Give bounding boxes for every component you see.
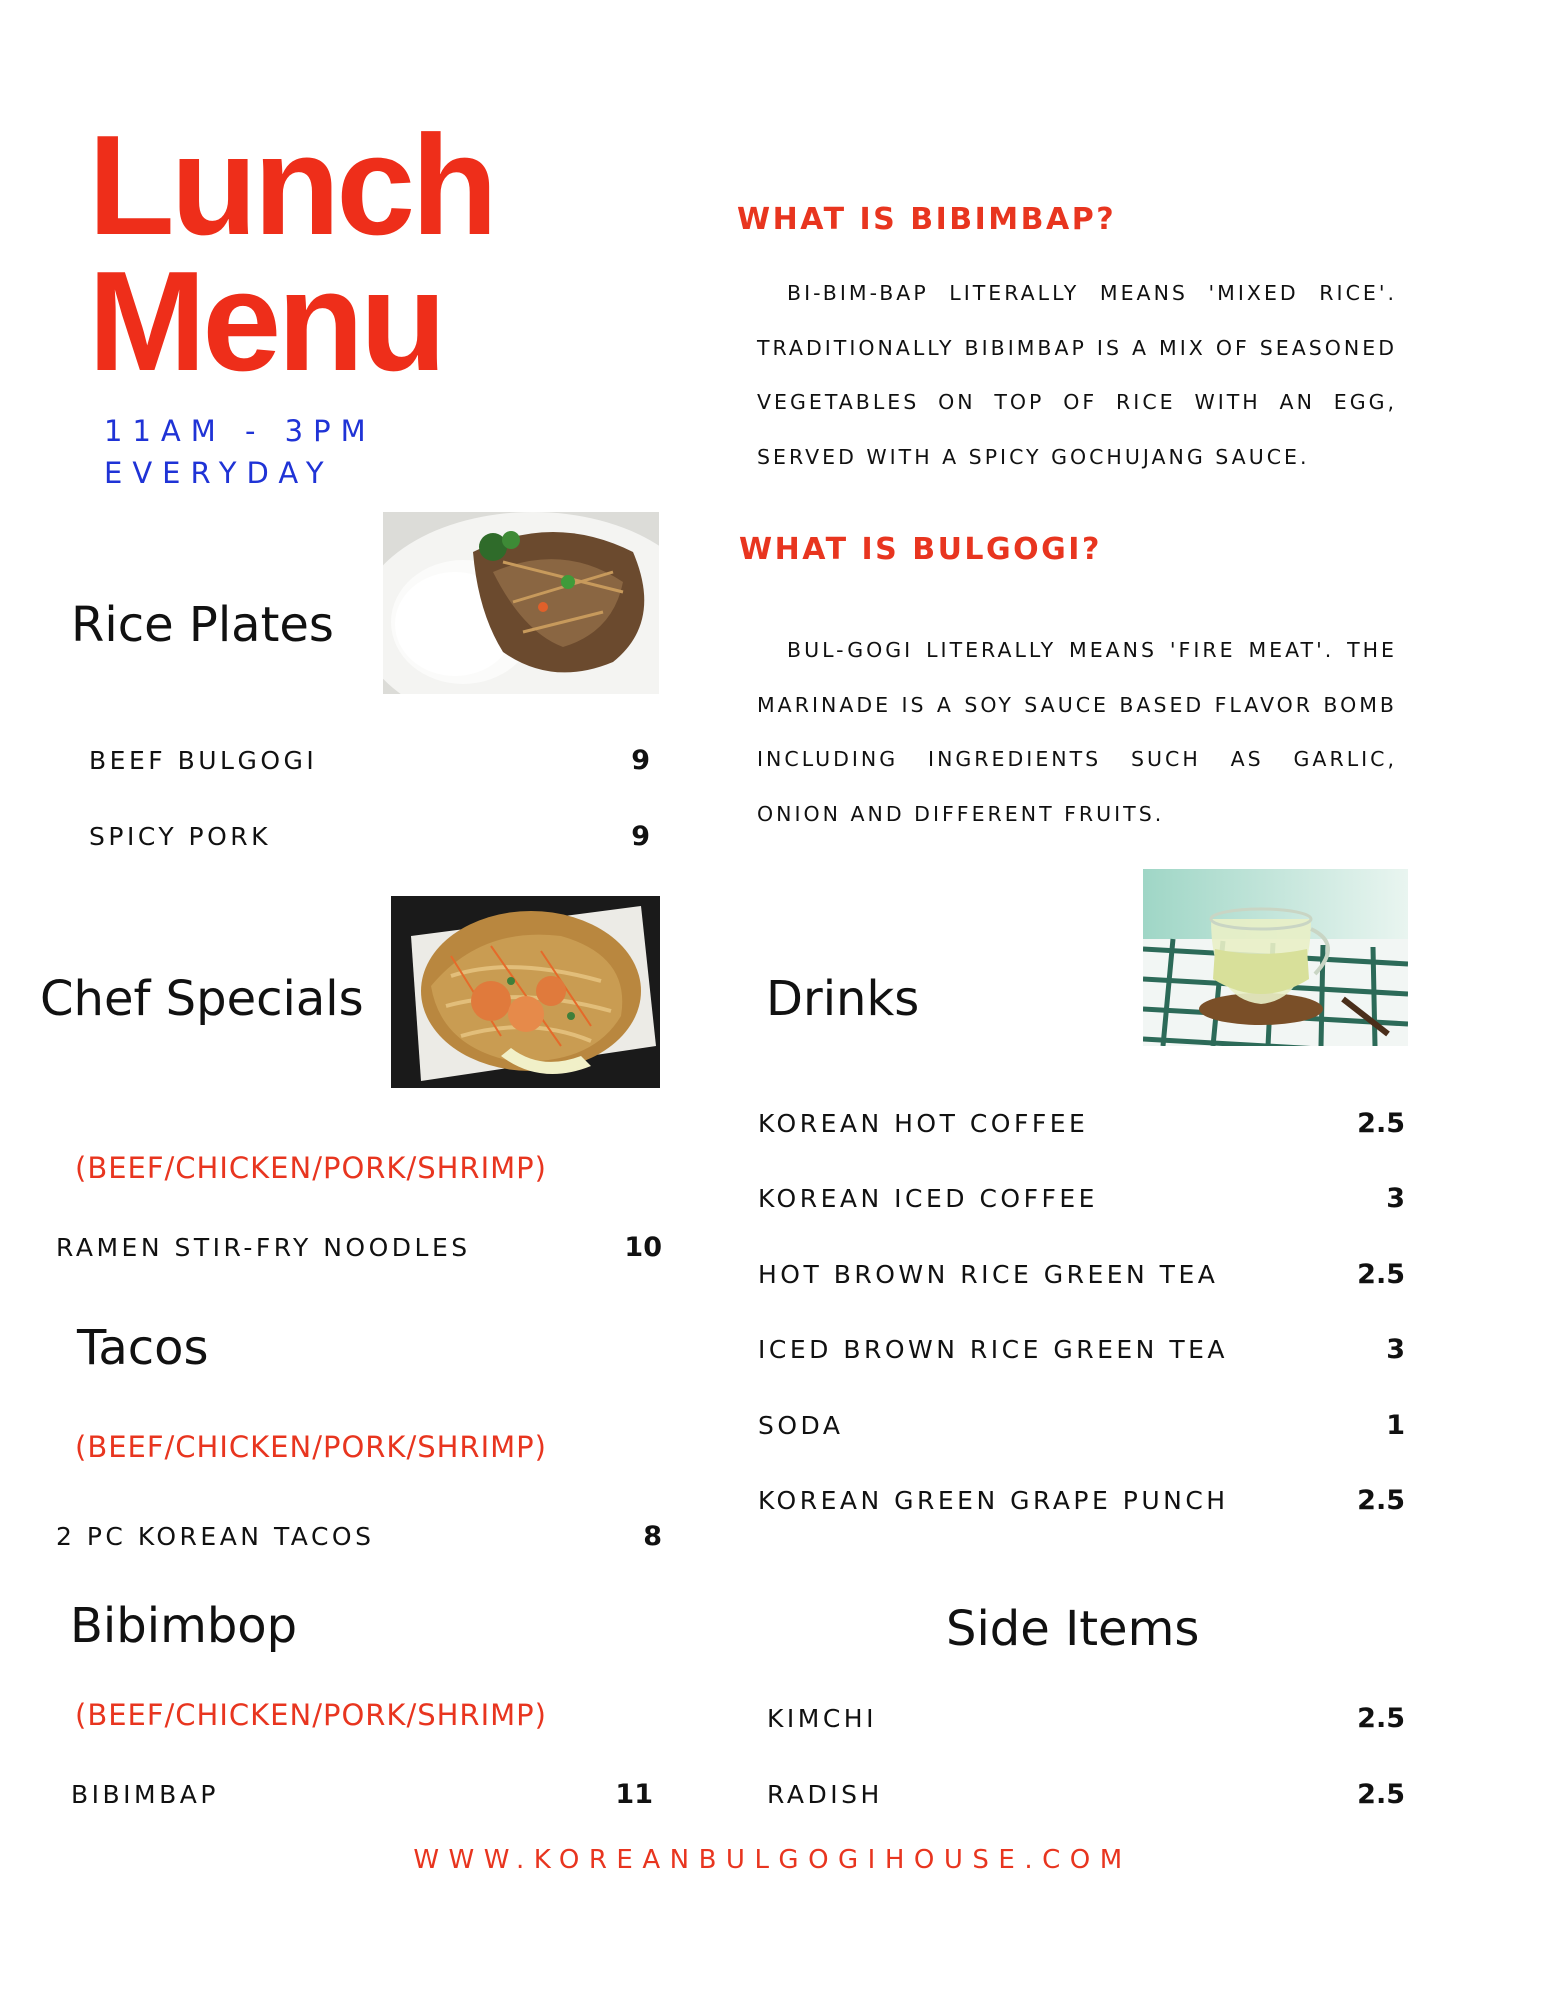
item-price: 2.5 bbox=[1357, 1108, 1405, 1139]
item-name: BEEF BULGOGI bbox=[89, 746, 318, 775]
chef-specials-protein-options: (BEEF/CHICKEN/PORK/SHRIMP) bbox=[75, 1151, 547, 1185]
item-name: SPICY PORK bbox=[89, 822, 272, 851]
item-name: HOT BROWN RICE GREEN TEA bbox=[758, 1260, 1219, 1289]
item-price: 11 bbox=[615, 1779, 653, 1810]
bibimbop-protein-options: (BEEF/CHICKEN/PORK/SHRIMP) bbox=[75, 1698, 547, 1732]
item-price: 10 bbox=[624, 1232, 662, 1263]
item-name: RADISH bbox=[767, 1780, 883, 1809]
green-tea-cup-photo bbox=[1143, 869, 1408, 1046]
item-price: 2.5 bbox=[1357, 1485, 1405, 1516]
item-price: 9 bbox=[631, 821, 650, 852]
section-chef-specials: Chef Specials bbox=[40, 971, 364, 1027]
item-price: 2.5 bbox=[1357, 1779, 1405, 1810]
item-name: RAMEN STIR-FRY NOODLES bbox=[56, 1233, 471, 1262]
shrimp-stir-fry-noodles-photo bbox=[391, 896, 660, 1088]
item-name: ICED BROWN RICE GREEN TEA bbox=[758, 1335, 1228, 1364]
section-drinks: Drinks bbox=[766, 971, 920, 1027]
item-name: KIMCHI bbox=[767, 1704, 877, 1733]
hours-time: 11AM - 3PM bbox=[104, 414, 376, 448]
item-price: 1 bbox=[1386, 1410, 1405, 1441]
item-price: 3 bbox=[1386, 1334, 1405, 1365]
item-price: 8 bbox=[643, 1521, 662, 1552]
menu-title bbox=[88, 106, 494, 401]
website-url: WWW.KOREANBULGOGIHOUSE.COM bbox=[413, 1845, 1132, 1875]
item-price: 3 bbox=[1386, 1183, 1405, 1214]
item-price: 2.5 bbox=[1357, 1259, 1405, 1290]
what-is-bibimbap-title: WHAT IS BIBIMBAP? bbox=[737, 202, 1117, 237]
item-name: KOREAN HOT COFFEE bbox=[758, 1109, 1089, 1138]
hours-days: EVERYDAY bbox=[104, 456, 334, 490]
section-side-items: Side Items bbox=[946, 1601, 1200, 1657]
item-name: KOREAN GREEN GRAPE PUNCH bbox=[758, 1486, 1229, 1515]
item-name: SODA bbox=[758, 1411, 844, 1440]
opening-hours bbox=[104, 410, 376, 494]
section-tacos: Tacos bbox=[77, 1320, 209, 1376]
section-rice-plates: Rice Plates bbox=[71, 597, 334, 653]
title-line-menu: Menu bbox=[88, 242, 443, 401]
item-name: KOREAN ICED COFFEE bbox=[758, 1184, 1098, 1213]
item-price: 2.5 bbox=[1357, 1703, 1405, 1734]
what-is-bulgogi-body: BUL-GOGI LITERALLY MEANS 'FIRE MEAT'. THE MARINADE IS A SOY SAUCE BASED FLAVOR BOMB INCLUDING INGREDIENTS SUCH AS GARLIC, ONION AND DIFFERENT FRUITS. bbox=[757, 638, 1397, 826]
what-is-bibimbap-body: BI-BIM-BAP LITERALLY MEANS 'MIXED RICE'. TRADITIONALLY BIBIMBAP IS A MIX OF SEASONED VEGETABLES ON TOP OF RICE WITH AN EGG, SERVED WITH A SPICY GOCHUJANG SAUCE. bbox=[757, 281, 1397, 469]
item-price: 9 bbox=[631, 745, 650, 776]
title-line-lunch: Lunch bbox=[88, 106, 494, 265]
item-name: BIBIMBAP bbox=[71, 1780, 219, 1809]
section-bibimbop: Bibimbop bbox=[70, 1598, 298, 1654]
bulgogi-rice-plate-photo bbox=[383, 512, 659, 694]
tacos-protein-options: (BEEF/CHICKEN/PORK/SHRIMP) bbox=[75, 1430, 547, 1464]
what-is-bulgogi-title: WHAT IS BULGOGI? bbox=[739, 532, 1102, 567]
item-name: 2 PC KOREAN TACOS bbox=[56, 1522, 375, 1551]
